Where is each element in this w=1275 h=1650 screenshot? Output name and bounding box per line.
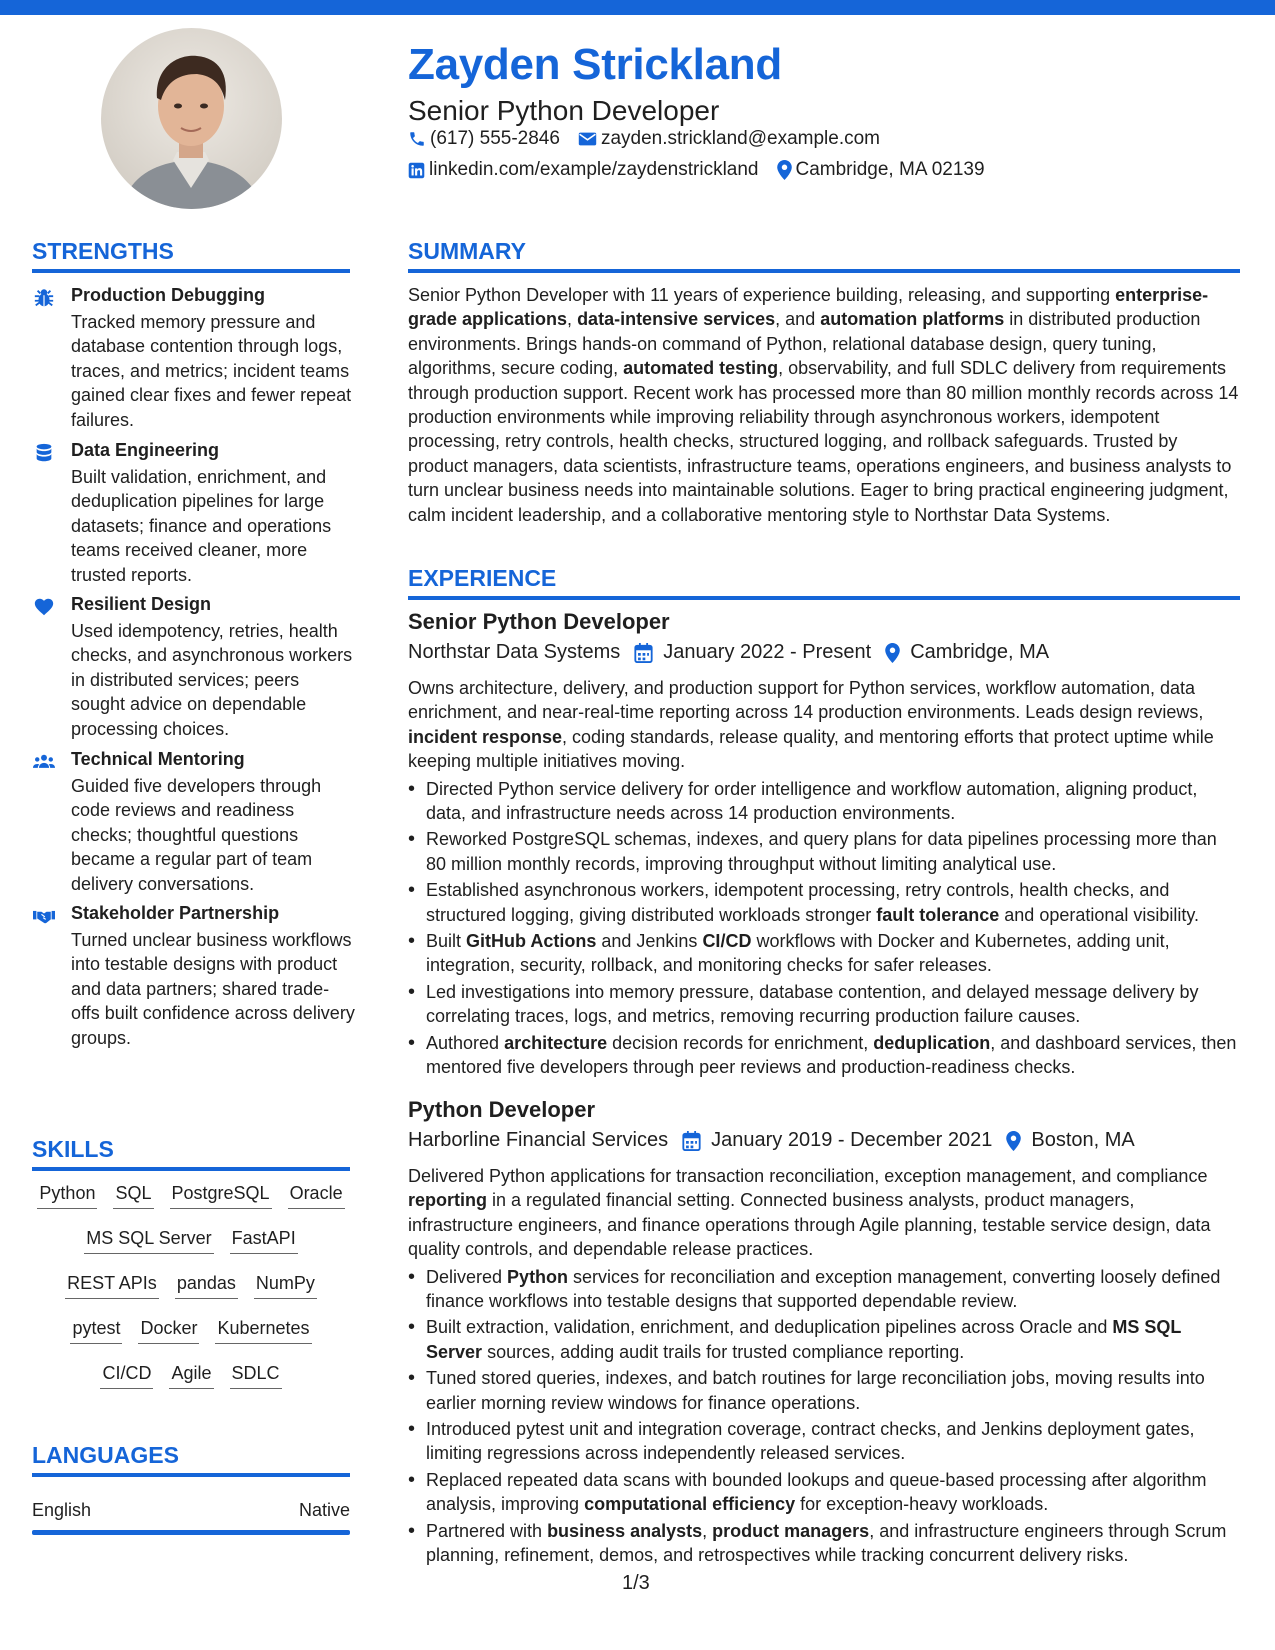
map-pin-icon: [1006, 1131, 1021, 1151]
bullet-text: and operational visibility.: [999, 904, 1200, 925]
bullet-highlight: business analysts: [547, 1520, 703, 1541]
bullet-text: , and infrastructure engineers through Scrum planning, refinement, demos, and retrospectives while tracking concurrent delivery risks.: [426, 1520, 1227, 1566]
job-company: Harborline Financial Services: [408, 1129, 669, 1151]
candidate-name: Zayden Strickland: [408, 40, 782, 89]
strength-desc: Guided five developers through code reviews and readiness checks; thoughtful questions became a regular part of team delivery conversations.: [71, 776, 322, 894]
linkedin-contact[interactable]: [408, 159, 759, 181]
bullet-highlight: Python: [507, 1266, 569, 1287]
language-name: English: [32, 1500, 92, 1520]
email-text: zayden.strickland@example.com: [600, 128, 881, 149]
email-contact[interactable]: [578, 128, 880, 150]
bullet-item: [408, 1468, 1240, 1517]
skill-tag: Python: [37, 1182, 97, 1209]
skill-row: [32, 1317, 350, 1362]
bullet-text: Delivered: [426, 1266, 508, 1287]
bullet-item: [408, 1265, 1240, 1314]
strength-desc: Tracked memory pressure and database contention through logs, traces, and metrics; incident teams gained clear fixes and fewer repeat failures.: [71, 312, 352, 430]
skill-row: [32, 1272, 350, 1317]
bullet-item: [408, 827, 1240, 876]
bullet-text: for exception-heavy workloads.: [795, 1494, 1049, 1515]
map-pin-icon: [777, 160, 792, 180]
language-proficiency-bar: [32, 1530, 350, 1535]
database-icon: [33, 442, 55, 464]
job-dates-text: January 2022 - Present: [663, 641, 872, 663]
strength-title: Production Debugging: [71, 285, 265, 305]
strength-title: Resilient Design: [71, 594, 212, 614]
summary-highlight: automation platforms: [820, 309, 1005, 330]
strength-title: Stakeholder Partnership: [71, 903, 280, 923]
bullet-highlight: architecture: [504, 1032, 608, 1053]
skill-row: [32, 1227, 350, 1272]
contact-row-1: [408, 128, 898, 150]
bullet-text: Led investigations into memory pressure, database contention, and delayed message delivery by correlating traces, logs, and metrics, removing recurring production failure causes.: [426, 981, 1199, 1027]
job-dates: [634, 641, 871, 664]
skill-tag: Kubernetes: [215, 1317, 311, 1344]
bullet-item: [408, 1031, 1240, 1080]
bullet-text: sources, adding audit trails for trusted compliance reporting.: [482, 1341, 965, 1362]
bullet-text: Introduced pytest unit and integration coverage, contract checks, and Jenkins deployment gates, limiting regressions across independently released services.: [426, 1419, 1195, 1464]
bullet-item: [408, 1366, 1240, 1415]
strengths-heading: STRENGTHS: [32, 238, 350, 273]
skill-tag: Oracle: [288, 1182, 345, 1209]
top-accent-bar: [0, 0, 1275, 15]
bullet-highlight: computational efficiency: [584, 1494, 796, 1515]
bullet-item: [408, 1315, 1240, 1364]
strength-desc: Built validation, enrichment, and deduplication pipelines for large datasets; finance and operations teams received cleaner, more trusted reports.: [71, 467, 332, 585]
job-dates: [682, 1129, 992, 1152]
location-contact: [777, 159, 985, 181]
location-text: Cambridge, MA 02139: [795, 159, 985, 180]
job-location-text: Boston, MA: [1031, 1129, 1135, 1151]
job-title: Senior Python Developer: [408, 609, 670, 634]
job-location: [1006, 1129, 1134, 1152]
summary-part: Senior Python Developer with 11 years of experience building, releasing, and supporting: [408, 285, 1116, 305]
job-company: Northstar Data Systems: [408, 641, 621, 663]
bullet-highlight: deduplication: [873, 1032, 991, 1053]
handshake-icon: [33, 905, 55, 927]
skill-tag: REST APIs: [65, 1272, 159, 1299]
bullet-text: and Jenkins: [596, 931, 703, 952]
bullet-item: [408, 1417, 1240, 1466]
skill-tag: SQL: [113, 1182, 153, 1209]
bullet-highlight: CI/CD: [702, 931, 752, 952]
bullet-text: workflows with Docker and Kubernetes, adding unit, integration, security, rollback, and monitoring checks for safer releases.: [426, 931, 1170, 976]
skills-list: [32, 1182, 350, 1407]
summary-part: in distributed production environments. Brings hands-on command of Python, relational database design, query tuning, algorithms, secure coding,: [408, 309, 1201, 379]
strength-title: Technical Mentoring: [71, 749, 245, 769]
strength-desc: Used idempotency, retries, health checks, and asynchronous workers in distributed services; peers sought advice on dependable processing choices.: [71, 621, 353, 739]
language-level: Native: [298, 1500, 350, 1520]
linkedin-text: linkedin.com/example/zaydenstrickland: [429, 159, 759, 180]
intro-part: Owns architecture, delivery, and production support for Python services, workflow automation, data enrichment, and near-real-time reporting across 14 production environments. Leads design reviews,: [408, 678, 1204, 723]
users-icon: [33, 751, 55, 773]
bullet-text: services for reconciliation and exception management, converting loosely defined finance workflows into testable designs that supported dependable review.: [426, 1266, 1221, 1312]
skill-tag: pytest: [70, 1317, 122, 1344]
bullet-text: ,: [702, 1520, 713, 1541]
bullet-item: [408, 777, 1240, 826]
skill-tag: PostgreSQL: [170, 1182, 272, 1209]
strength-title: Data Engineering: [71, 440, 220, 460]
profile-photo: [101, 28, 282, 209]
language-row: [32, 1500, 350, 1521]
summary-part: , and: [775, 309, 821, 330]
bullet-text: Reworked PostgreSQL schemas, indexes, and query plans for data pipelines processing more than 80 million monthly records, improving throughput without limiting analytical use.: [426, 829, 1217, 874]
job-location: [885, 641, 1049, 664]
skills-heading: SKILLS: [32, 1136, 350, 1171]
bug-icon: [33, 287, 55, 309]
bullet-item: [408, 878, 1240, 927]
map-pin-icon: [885, 643, 900, 663]
experience-heading: EXPERIENCE: [408, 565, 1240, 600]
job-meta: [408, 641, 1063, 664]
bullet-highlight: GitHub Actions: [466, 931, 597, 952]
intro-highlight: incident response: [408, 726, 563, 747]
bullet-text: Authored: [426, 1032, 505, 1053]
skill-tag: SDLC: [230, 1362, 282, 1389]
skill-tag: Docker: [138, 1317, 199, 1344]
skill-tag: pandas: [175, 1272, 238, 1299]
heart-icon: [33, 596, 55, 618]
intro-part: , coding standards, release quality, and mentoring efforts that protect uptime while keeping multiple initiatives moving.: [408, 726, 1214, 772]
envelope-icon: [578, 131, 597, 147]
bullet-highlight: product managers: [712, 1520, 870, 1541]
phone-icon: [408, 130, 426, 148]
skill-tag: FastAPI: [230, 1227, 298, 1254]
calendar-icon: [682, 1131, 701, 1151]
job-title: Python Developer: [408, 1097, 596, 1122]
page-number: 1/3: [622, 1572, 650, 1594]
linkedin-icon: [408, 162, 425, 179]
job-location-text: Cambridge, MA: [910, 641, 1050, 663]
intro-part: Delivered Python applications for transaction reconciliation, exception management, and compliance: [408, 1166, 1208, 1186]
bullet-text: Directed Python service delivery for order intelligence and workflow automation, aligning product, data, and infrastructure needs across 14 production environments.: [426, 778, 1198, 824]
job-meta: [408, 1129, 1149, 1152]
contact-row-2: [408, 159, 1003, 181]
candidate-title: Senior Python Developer: [408, 95, 720, 126]
bullet-text: Partnered with: [426, 1520, 548, 1541]
job-bullets: [408, 1265, 1240, 1568]
summary-highlight: enterprise-grade applications: [408, 285, 1209, 330]
calendar-icon: [634, 643, 653, 663]
skill-tag: NumPy: [254, 1272, 317, 1299]
bullet-text: Built: [426, 931, 467, 952]
skill-row: [32, 1182, 350, 1227]
job-intro: [408, 676, 1240, 774]
bullet-text: Established asynchronous workers, idempotent processing, retry controls, health checks, and structured logging, giving distributed workloads stronger: [426, 880, 1170, 925]
skill-row: [32, 1362, 350, 1407]
summary-part: , observability, and full SDLC delivery from requirements through production support. Recent work has processed more than 80 million monthly records across 14 production environments while improving reliability through asynchronous workers, idempotent processing, retry controls, health checks, structured logging, and rollback safeguards. Trusted by product managers, data scientists, infrastructure teams, operations engineers, and business analysts to turn unclear business needs into maintainable solutions. Eager to bring practical engineering judgment, calm incident leadership, and a collaborative mentoring style to Northstar Data Systems.: [408, 358, 1239, 525]
bullet-item: [408, 980, 1240, 1029]
phone-text: (617) 555-2846: [430, 128, 560, 149]
skill-tag: MS SQL Server: [84, 1227, 213, 1254]
skill-tag: CI/CD: [100, 1362, 153, 1389]
strength-desc: Turned unclear business workflows into testable designs with product and data partners; shared trade-offs built confidence across delivery groups.: [71, 930, 355, 1048]
summary-highlight: data-intensive services: [577, 309, 776, 330]
phone-contact[interactable]: [408, 128, 560, 150]
job-description: [408, 676, 1240, 1082]
skill-tag: Agile: [169, 1362, 213, 1389]
job-description: [408, 1164, 1240, 1570]
job-bullets: [408, 777, 1240, 1080]
bullet-highlight: fault tolerance: [876, 904, 1000, 925]
bullet-text: Built extraction, validation, enrichment, and deduplication pipelines across Oracle and: [426, 1317, 1113, 1338]
summary-heading: SUMMARY: [408, 238, 1240, 273]
summary-part: ,: [567, 309, 578, 330]
languages-heading: LANGUAGES: [32, 1442, 350, 1477]
bullet-text: Replaced repeated data scans with bounded lookups and queue-based processing after algorithm analysis, improving: [426, 1469, 1207, 1515]
job-intro: [408, 1164, 1240, 1262]
job-dates-text: January 2019 - December 2021: [711, 1129, 993, 1151]
bullet-item: [408, 1519, 1240, 1568]
bullet-highlight: MS SQL Server: [426, 1317, 1182, 1362]
bullet-text: , and dashboard services, then mentored five developers through peer reviews and production-readiness checks.: [426, 1032, 1237, 1078]
bullet-item: [408, 929, 1240, 978]
bullet-text: Tuned stored queries, indexes, and batch routines for large reconciliation jobs, moving results into earlier morning review windows for finance operations.: [426, 1368, 1205, 1413]
intro-highlight: reporting: [408, 1190, 487, 1211]
intro-part: in a regulated financial setting. Connected business analysts, product managers, infrastructure engineers, and finance operations through Agile planning, testable service design, data quality controls, and dependable release practices.: [408, 1190, 1211, 1260]
bullet-text: decision records for enrichment,: [607, 1032, 874, 1053]
summary-text: [408, 283, 1240, 527]
summary-highlight: automated testing: [623, 358, 779, 379]
